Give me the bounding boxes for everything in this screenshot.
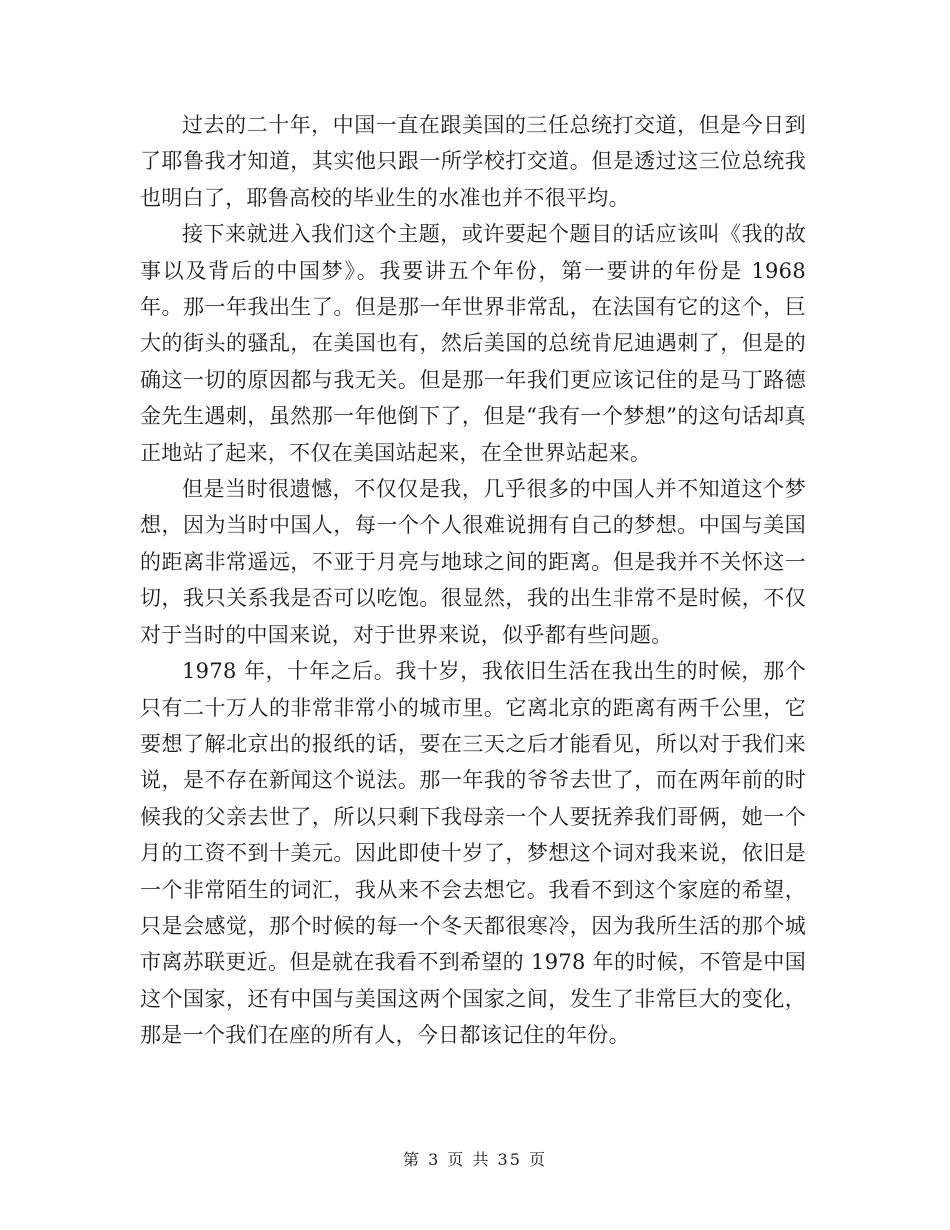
document-body: [140, 107, 806, 1054]
paragraph-2: 接下来就进入我们这个主题，或许要起个题目的话应该叫《我的故事以及背后的中国梦》。我要讲五个年份，第一要讲的年份是 1968 年。那一年我出生了。但是那一年世界非常乱，在法国有它的这个，巨大的街头的骚乱，在美国也有，然后美国的总统肯尼迪遇刺了，但是的确这一切的原因都与我无关。但是那一年我们更应该记住的是马丁路德金先生遇刺，虽然那一年他倒下了，但是“我有一个梦想”的这句话却真正地站了起来，不仅在美国站起来，在全世界站起来。: [140, 222, 806, 465]
paragraph-4: 1978 年，十年之后。我十岁，我依旧生活在我出生的时候，那个只有二十万人的非常非常小的城市里。它离北京的距离有两千公里，它要想了解北京出的报纸的话，要在三天之后才能看见，所以对于我们来说，是不存在新闻这个说法。那一年我的爷爷去世了，而在两年前的时候我的父亲去世了，所以只剩下我母亲一个人要抚养我们哥俩，她一个月的工资不到十美元。因此即使十岁了，梦想这个词对我来说，依旧是一个非常陌生的词汇，我从来不会去想它。我看不到这个家庭的希望，只是会感觉，那个时候的每一个冬天都很寒冷，因为我所生活的那个城市离苏联更近。但是就在我看不到希望的 1978 年的时候，不管是中国这个国家，还有中国与美国这两个国家之间，发生了非常巨大的变化，那是一个我们在座的所有人，今日都该记住的年份。: [140, 659, 806, 1048]
page-number-footer: 第 3 页 共 35 页: [403, 1150, 547, 1169]
paragraph-3: 但是当时很遗憾，不仅仅是我，几乎很多的中国人并不知道这个梦想，因为当时中国人，每一个个人很难说拥有自己的梦想。中国与美国的距离非常遥远，不亚于月亮与地球之间的距离。但是我并不关怀这一切，我只关系我是否可以吃饱。很显然，我的出生非常不是时候，不仅对于当时的中国来说，对于世界来说，似乎都有些问题。: [140, 477, 806, 647]
paragraph-1: 过去的二十年，中国一直在跟美国的三任总统打交道，但是今日到了耶鲁我才知道，其实他只跟一所学校打交道。但是透过这三位总统我也明白了，耶鲁高校的毕业生的水准也并不很平均。: [140, 113, 806, 210]
